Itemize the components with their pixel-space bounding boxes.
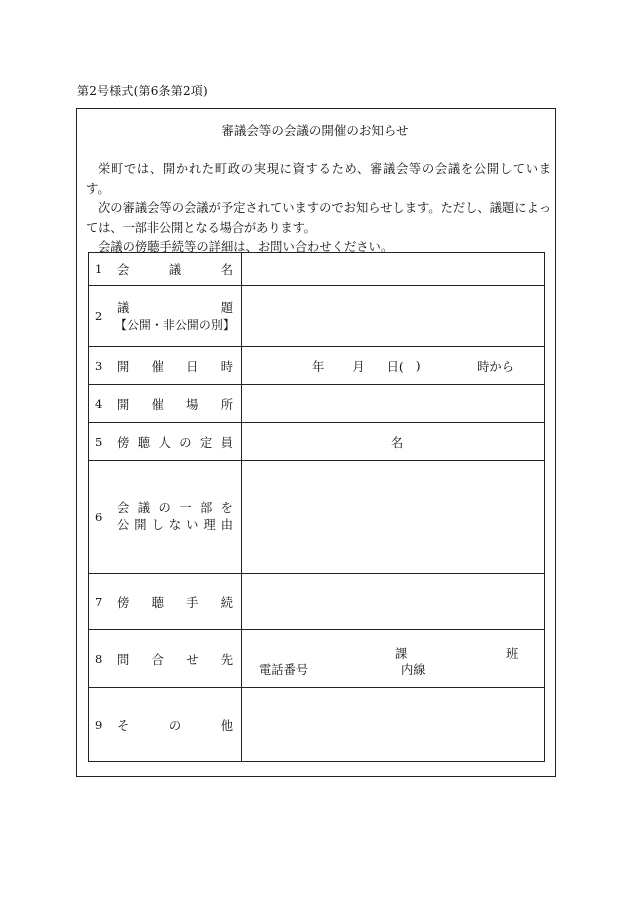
- table-row-datetime: [89, 347, 545, 385]
- label-char: 名: [220, 263, 233, 277]
- label-closed-reason: [89, 461, 242, 574]
- weekday-close: ): [415, 358, 421, 373]
- notice-text: [86, 160, 551, 258]
- label-char: 議: [137, 501, 151, 515]
- value-procedure[interactable]: [242, 574, 545, 630]
- label-char: 会: [117, 263, 130, 277]
- table-row-venue: [89, 385, 545, 423]
- label-datetime: [89, 347, 242, 385]
- meeting-info-table: [88, 252, 545, 762]
- month-unit: 月: [352, 359, 365, 374]
- label-char: 部: [199, 501, 213, 515]
- label-char: 一: [179, 501, 192, 515]
- row-number: 4: [95, 396, 103, 411]
- notice-paragraph-2: 次の審議会等の会議が予定されていますのでお知らせします。ただし、議題によっては、一部非公開となる場合があります。: [86, 201, 551, 235]
- label-char: 傍: [117, 595, 130, 610]
- value-other[interactable]: [242, 688, 545, 762]
- label-char: 傍: [117, 435, 130, 450]
- label-char: 聴: [151, 595, 164, 610]
- label-char: を: [220, 501, 233, 515]
- label-char: 公: [117, 518, 130, 532]
- row-number: 7: [95, 594, 103, 609]
- team-unit: 班: [506, 647, 519, 661]
- label-procedure: [89, 574, 242, 630]
- table-row-closed-reason: [89, 461, 545, 574]
- label-contact: [89, 630, 242, 688]
- label-char: そ: [117, 718, 130, 733]
- label-char: し: [151, 518, 164, 532]
- label-char: の: [168, 718, 182, 733]
- label-char: 議: [117, 300, 130, 315]
- label-char: 題: [220, 300, 233, 315]
- phone-label: 電話番号: [259, 663, 309, 677]
- label-char: 開: [134, 518, 147, 532]
- label-char: 催: [151, 359, 164, 374]
- label-char: 会: [117, 501, 130, 515]
- row-number: 3: [95, 358, 103, 373]
- table-row-contact: [89, 630, 545, 688]
- label-char: 人: [158, 435, 171, 450]
- row-number: 2: [95, 309, 103, 323]
- year-unit: 年: [312, 359, 325, 374]
- table-row-agenda: [89, 286, 545, 347]
- document-title: 審議会等の会議の開催のお知らせ: [221, 123, 409, 138]
- label-capacity: [89, 423, 242, 461]
- label-char: 続: [220, 595, 233, 610]
- value-datetime[interactable]: [242, 347, 545, 385]
- label-char: 理: [203, 518, 216, 532]
- label-char: 場: [186, 397, 199, 412]
- label-char: 催: [151, 397, 164, 412]
- capacity-unit: 名: [390, 435, 404, 450]
- label-char: 他: [220, 718, 233, 733]
- row-number: 1: [95, 262, 103, 276]
- label-char: 先: [220, 652, 233, 667]
- label-char: 開: [117, 359, 130, 374]
- notice-paragraph-1: 栄町では、開かれた町政の実現に資するため、審議会等の会議を公開しています。: [86, 162, 551, 196]
- agenda-public-sublabel: 【公開・非公開の別】: [115, 317, 235, 332]
- label-char: 由: [220, 518, 233, 532]
- form-number: 第2号様式(第6条第2項): [77, 84, 208, 98]
- extension-label: 内線: [401, 663, 426, 677]
- time-unit: 時から: [477, 359, 514, 374]
- row-number: 9: [95, 717, 103, 732]
- label-char: い: [186, 518, 199, 532]
- label-char: な: [168, 518, 182, 532]
- label-char: 合: [151, 652, 164, 667]
- label-char: 議: [168, 263, 182, 277]
- value-contact[interactable]: [242, 630, 545, 688]
- label-meeting-name: [89, 253, 242, 286]
- label-venue: [89, 385, 242, 423]
- label-other: [89, 688, 242, 762]
- table-row-other: [89, 688, 545, 762]
- row-number: 8: [95, 651, 103, 666]
- table-row-procedure: [89, 574, 545, 630]
- label-char: 開: [117, 397, 130, 412]
- label-char: 所: [220, 397, 233, 412]
- label-char: 定: [199, 435, 213, 450]
- value-capacity[interactable]: [242, 423, 545, 461]
- label-char: 聴: [137, 435, 151, 450]
- value-venue[interactable]: [242, 385, 545, 423]
- label-agenda: [89, 286, 242, 347]
- label-char: の: [179, 435, 192, 450]
- label-char: 手: [186, 595, 199, 610]
- label-char: 員: [220, 435, 233, 450]
- label-char: 日: [186, 359, 199, 374]
- label-char: 問: [117, 652, 130, 667]
- label-char: せ: [186, 652, 199, 667]
- row-number: 6: [95, 510, 103, 524]
- day-unit: 日(: [386, 359, 404, 374]
- row-number: 5: [95, 434, 103, 449]
- value-agenda[interactable]: [242, 286, 545, 347]
- table-row-capacity: [89, 423, 545, 461]
- section-unit: 課: [395, 647, 408, 661]
- value-meeting-name[interactable]: [242, 253, 545, 286]
- value-closed-reason[interactable]: [242, 461, 545, 574]
- notice-paragraph-3: 会議の傍聴手続等の詳細は、お問い合わせください。: [98, 240, 394, 254]
- table-row-meeting-name: [89, 253, 545, 286]
- label-char: 時: [220, 359, 233, 374]
- label-char: の: [158, 501, 171, 515]
